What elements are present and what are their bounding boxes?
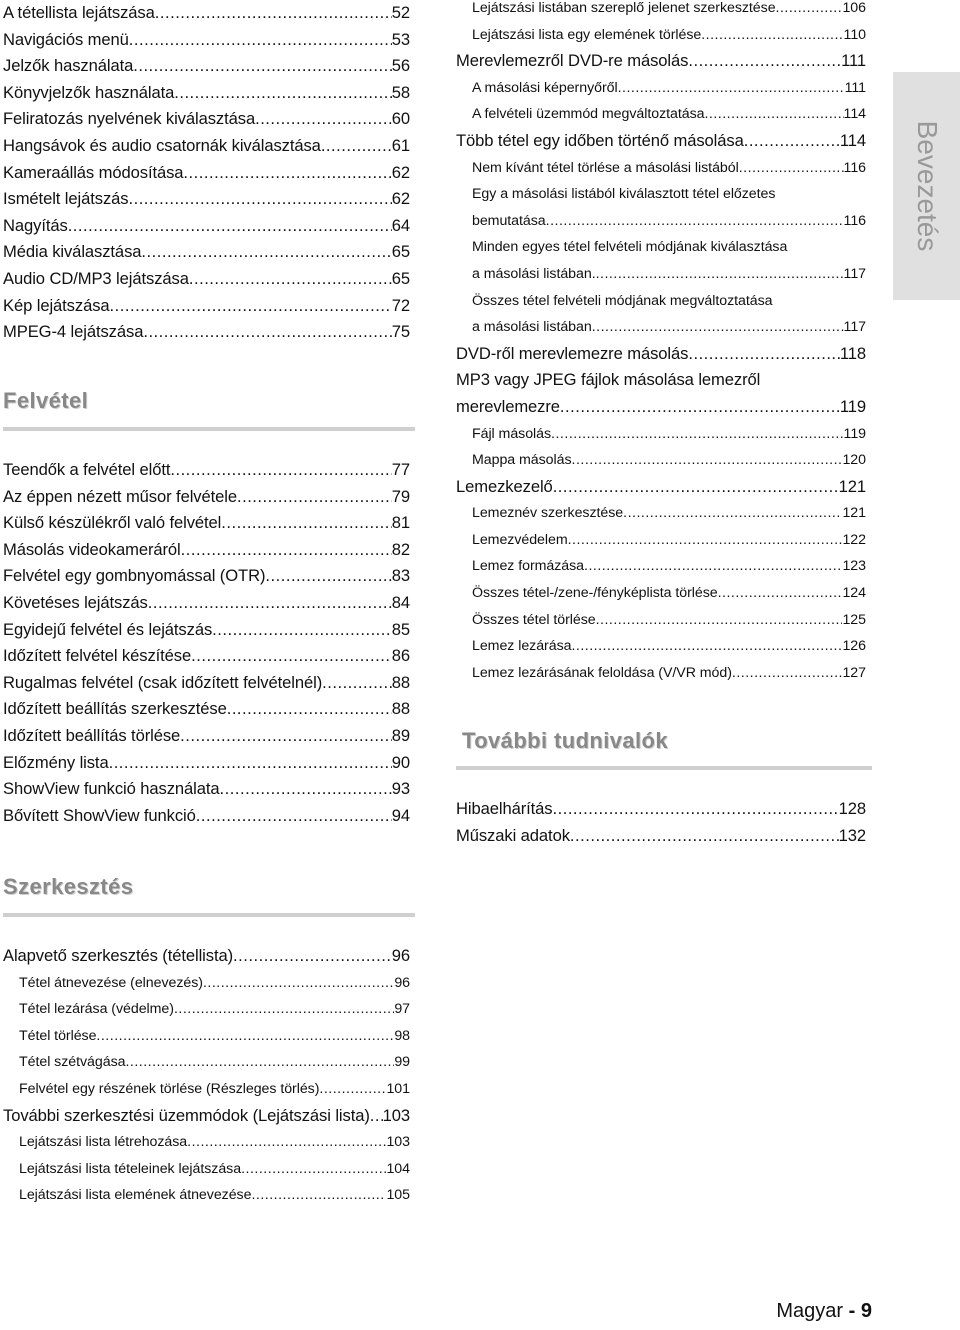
toc-entry [3,457,410,484]
toc-entry-label: További szerkesztési üzemmódok (Lejátszási lista) [3,1105,370,1125]
toc-leader-dots [718,580,843,607]
toc-entry-label: Lemez lezárása [472,638,572,655]
toc-leader-dots [732,660,843,687]
toc-entry [3,1156,410,1183]
toc-entry-label: Az éppen nézett műsor felvétele [3,486,237,506]
toc-leader-dots [321,133,392,160]
toc-entry-label: Időzített felvétel készítése [3,646,192,666]
toc-leader-dots [183,160,391,187]
toc-entry [456,48,866,75]
toc-entry-page: 116 [843,212,866,229]
toc-entry-page: 88 [391,672,410,692]
toc-leader-dots [191,643,392,670]
toc-entry-page: 123 [842,558,866,575]
toc-leader-dots [220,776,392,803]
toc-entry-page: 77 [391,460,410,479]
toc-entry [3,27,410,54]
toc-entry-page: 127 [842,664,866,681]
footer-separator: - [848,1300,856,1322]
toc-entry [456,580,866,607]
toc-entry-label: Lejátszási listában szereplő jelenet szerkesztése [472,0,776,16]
toc-entry [3,590,410,617]
toc-leader-dots [776,0,843,22]
toc-entry-page: 103 [382,1105,410,1125]
section-title-szerkesztes: Szerkesztés [3,874,134,899]
toc-group-copy [456,0,866,686]
toc-entry [3,1049,410,1076]
toc-entry-page: 56 [391,56,410,76]
toc-entry [3,239,410,266]
toc-entry-label: Hangsávok és audio csatornák kiválasztása [3,135,321,155]
toc-entry-page: 82 [391,539,410,559]
section-title-tovabbi: További tudnivalók [462,728,669,753]
chapter-side-tab [893,72,960,300]
toc-entry-page: 121 [842,505,866,522]
toc-leader-dots [623,500,842,527]
toc-entry-page: 122 [842,531,866,548]
toc-entry-label: Tétel átnevezése (elnevezés) [19,974,203,991]
toc-entry-page: 62 [391,189,410,209]
toc-leader-dots [251,1182,386,1209]
toc-entry-page: 93 [391,779,410,799]
toc-leader-dots [155,0,392,27]
toc-leader-dots [221,510,391,537]
toc-leader-dots [203,970,394,997]
toc-entry [456,447,866,474]
toc-entry-label: Ismételt lejátszás [3,189,129,209]
toc-entry-label: Bővített ShowView funkció [3,805,196,825]
toc-entry [3,803,410,830]
toc-leader-dots [109,750,392,777]
toc-entry-page: 98 [394,1027,410,1044]
toc-entry-page: 89 [391,725,410,745]
toc-entry-label: Jelzők használata [3,56,134,76]
toc-entry-label: Másolás videokameráról [3,539,181,559]
toc-leader-dots [133,53,392,80]
toc-group-felvetel [3,457,410,829]
toc-leader-dots [174,80,392,107]
toc-entry-page: 88 [391,699,410,719]
toc-leader-dots [744,128,840,155]
toc-entry-label: MP3 vagy JPEG fájlok másolása lemezről [456,370,761,390]
toc-leader-dots [174,996,394,1023]
toc-entry-page: 103 [386,1134,410,1151]
toc-entry-label: Nem kívánt tétel törlése a másolási listából [472,159,739,176]
toc-entry [3,53,410,80]
toc-entry-page: 90 [391,752,410,772]
toc-entry [3,1129,410,1156]
toc-entry-label: Előzmény lista [3,752,109,772]
toc-leader-dots [265,563,391,590]
toc-leader-dots [688,341,840,368]
toc-entry-page: 72 [391,295,410,315]
toc-entry-page: 52 [391,3,410,22]
toc-leader-dots [560,394,840,421]
chapter-side-tab-label: Bevezetés [911,120,943,252]
toc-leader-dots [125,1049,394,1076]
toc-entry [3,1182,410,1209]
toc-leader-dots [170,457,391,484]
toc-entry [3,0,410,27]
toc-entry [3,537,410,564]
toc-leader-dots [370,1103,383,1130]
toc-entry [456,75,866,102]
toc-entry [3,1076,410,1103]
toc-leader-dots [319,1076,386,1103]
toc-entry [3,133,410,160]
toc-entry [456,367,866,394]
toc-entry [456,101,866,128]
toc-entry-label: Rugalmas felvétel (csak időzített felvételnél) [3,672,323,692]
toc-entry [3,996,410,1023]
section-title-felvetel: Felvétel [3,388,89,413]
toc-leader-dots [553,474,839,501]
toc-leader-dots [701,22,843,49]
section-rule [3,427,415,431]
toc-entry-page: 121 [838,476,866,496]
toc-entry [3,293,410,320]
toc-leader-dots [571,633,842,660]
toc-entry-page: 58 [391,82,410,102]
toc-entry-page: 97 [394,1001,410,1018]
toc-entry [3,776,410,803]
toc-entry-page: 96 [394,974,410,991]
toc-entry [456,234,866,261]
page-footer [776,1300,872,1323]
toc-entry-label: Merevlemezről DVD-re másolás [456,51,689,71]
toc-entry-label: Műszaki adatok [456,825,570,845]
toc-entry-page: 125 [842,611,866,628]
toc-leader-dots [596,607,843,634]
toc-leader-dots [181,537,392,564]
toc-entry-label: Média kiválasztása [3,242,142,262]
footer-language: Magyar [776,1300,844,1322]
toc-entry [456,633,866,660]
toc-entry-label: Audio CD/MP3 lejátszása [3,268,189,288]
toc-entry-page: 104 [386,1160,410,1177]
toc-entry-page: 110 [843,26,866,43]
toc-leader-dots [704,101,843,128]
toc-entry-page: 124 [842,585,866,602]
toc-entry-page: 60 [391,109,410,129]
toc-entry-page: 118 [839,343,866,363]
toc-entry-page: 111 [844,79,866,96]
toc-entry-label: Mappa másolás [472,452,572,469]
toc-entry-label: Nagyítás [3,215,68,235]
toc-entry [456,421,866,448]
toc-entry-page: 84 [391,592,410,612]
toc-leader-dots [572,447,843,474]
toc-entry [3,670,410,697]
toc-entry [3,160,410,187]
toc-entry [456,500,866,527]
toc-entry-label: Lejátszási lista tételeinek lejátszása [19,1160,242,1177]
toc-leader-dots [110,293,392,320]
toc-entry [456,823,866,850]
toc-entry-label: A felvételi üzemmód megváltoztatása [472,106,705,123]
toc-entry [456,660,866,687]
toc-leader-dots [227,696,392,723]
toc-entry [456,474,866,501]
section-rule [456,766,872,770]
toc-entry-page: 119 [843,425,866,442]
toc-leader-dots [570,823,839,850]
toc-leader-dots [212,617,392,644]
toc-entry-page: 117 [843,319,866,336]
toc-entry-label: bemutatása [472,212,546,229]
toc-leader-dots [596,261,844,288]
toc-entry-page: 114 [843,106,866,123]
toc-leader-dots [189,266,392,293]
toc-entry-page: 96 [391,946,410,965]
toc-entry-page: 61 [391,135,410,155]
toc-entry-label: Lemeznév szerkesztése [472,505,624,522]
toc-entry [456,208,866,235]
toc-leader-dots [233,943,392,970]
toc-entry-page: 99 [394,1054,410,1071]
toc-entry-label: Követéses lejátszás [3,592,148,612]
toc-entry-page: 65 [391,268,410,288]
toc-entry-label: Könyvjelzők használata [3,82,175,102]
toc-entry [3,319,410,346]
toc-entry-label: Tétel szétvágása [19,1054,126,1071]
toc-entry [3,696,410,723]
toc-entry-label: Lejátszási lista elemének átnevezése [19,1187,252,1204]
toc-entry-label: Lejátszási lista létrehozása [19,1134,188,1151]
toc-entry-page: 65 [391,242,410,262]
toc-leader-dots [237,484,392,511]
toc-entry-label: Külső készülékről való felvétel [3,513,222,533]
toc-entry-page: 101 [386,1080,410,1097]
toc-entry [456,553,866,580]
toc-entry-label: Feliratozás nyelvének kiválasztása [3,109,256,129]
toc-entry [3,643,410,670]
toc-entry-label: Navigációs menü [3,29,129,49]
toc-entry [3,266,410,293]
toc-leader-dots [592,314,844,341]
toc-entry-label: Egyidejű felvétel és lejátszás [3,619,213,639]
toc-leader-dots [322,670,392,697]
toc-entry [456,0,866,22]
toc-entry-label: Teendők a felvétel előtt [3,460,171,479]
toc-leader-dots [688,48,841,75]
toc-entry-label: Tétel lezárása (védelme) [19,1001,174,1018]
toc-entry-label: Kameraállás módosítása [3,162,184,182]
toc-leader-dots [196,803,392,830]
toc-entry [3,1103,410,1130]
toc-entry [456,128,866,155]
toc-entry-label: Több tétel egy időben történő másolása [456,130,744,150]
toc-entry-page: 119 [839,396,866,416]
toc-entry-page: 64 [391,215,410,235]
toc-entry [456,261,866,288]
toc-entry [3,1023,410,1050]
toc-entry-label: Egy a másolási listából kiválasztott tétel előzetes [472,186,776,203]
toc-entry [3,484,410,511]
toc-entry [456,796,866,823]
toc-entry-page: 132 [838,825,866,845]
toc-entry [3,510,410,537]
toc-entry [3,750,410,777]
toc-leader-dots [187,1129,386,1156]
toc-entry-page: 120 [842,452,866,469]
toc-entry [456,155,866,182]
toc-entry-page: 106 [842,0,866,16]
toc-entry [3,80,410,107]
toc-leader-dots [128,186,391,213]
toc-entry [3,943,410,970]
toc-entry-label: Összes tétel törlése [472,611,596,628]
toc-entry-page: 53 [391,29,410,49]
toc-entry-label: Lemez lezárásának feloldása (V/VR mód) [472,664,732,681]
toc-entry-label: A másolási képernyőről [472,79,618,96]
toc-entry-label: Tétel törlése [19,1027,97,1044]
toc-entry [456,314,866,341]
toc-entry-label: Lemez formázása [472,558,585,575]
toc-entry-label: Lemezvédelem [472,531,568,548]
toc-entry [456,394,866,421]
toc-entry [3,106,410,133]
toc-leader-dots [584,553,842,580]
toc-entry-page: 111 [841,51,866,71]
toc-entry-page: 81 [391,513,410,533]
toc-leader-dots [96,1023,394,1050]
toc-entry-label: Időzített beállítás törlése [3,725,181,745]
toc-entry [3,970,410,997]
toc-entry-page: 126 [842,638,866,655]
toc-entry [3,563,410,590]
toc-entry-page: 116 [843,159,866,176]
toc-entry-label: Minden egyes tétel felvételi módjának kiválasztása [472,239,788,256]
toc-entry [456,288,866,315]
toc-entry-label: Összes tétel felvételi módjának megváltoztatása [472,292,773,309]
toc-entry [456,527,866,554]
toc-leader-dots [129,27,392,54]
toc-entry-page: 83 [391,566,410,586]
toc-entry [456,341,866,368]
section-rule [3,913,415,917]
toc-leader-dots [141,239,391,266]
toc-leader-dots [568,527,843,554]
toc-group-playback [3,0,410,346]
toc-entry-page: 86 [391,646,410,666]
toc-entry [456,181,866,208]
toc-entry-label: Fájl másolás [472,425,552,442]
toc-entry [456,22,866,49]
toc-entry-page: 75 [391,322,410,342]
toc-entry-page: 128 [838,799,866,818]
toc-entry-page: 85 [391,619,410,639]
toc-entry-label: Kép lejátszása [3,295,110,315]
toc-entry-label: A tétellista lejátszása [3,3,155,22]
toc-leader-dots [552,796,838,823]
toc-leader-dots [551,421,843,448]
toc-entry-label: MPEG-4 lejátszása [3,322,144,342]
toc-entry-label: ShowView funkció használata [3,779,220,799]
toc-entry [3,186,410,213]
toc-leader-dots [68,213,392,240]
toc-entry-label: a másolási listában [472,319,592,336]
toc-entry-page: 105 [386,1187,410,1204]
toc-entry-label: Felvétel egy részének törlése (Részleges törlés) [19,1080,320,1097]
toc-entry-label: Lemezkezelő [456,476,553,496]
toc-leader-dots [143,319,391,346]
toc-entry-page: 117 [843,265,866,282]
toc-entry [3,723,410,750]
toc-entry [456,607,866,634]
footer-page-number: 9 [860,1300,872,1322]
toc-entry-page: 62 [391,162,410,182]
toc-leader-dots [739,155,844,182]
toc-leader-dots [255,106,392,133]
toc-entry-label: Időzített beállítás szerkesztése [3,699,227,719]
toc-entry-page: 114 [839,130,866,150]
toc-entry-page: 94 [391,805,410,825]
toc-group-tovabbi [456,796,866,849]
toc-entry-label: a másolási listában. [472,265,596,282]
toc-entry-label: Alapvető szerkesztés (tétellista) [3,946,234,965]
toc-entry [3,617,410,644]
toc-entry [3,213,410,240]
toc-leader-dots [180,723,392,750]
toc-group-szerkesztes [3,943,410,1209]
toc-entry-label: merevlemezre [456,396,560,416]
toc-entry-label: DVD-ről merevlemezre másolás [456,343,689,363]
toc-entry-label: Hibaelhárítás [456,799,553,818]
toc-entry-page: 79 [391,486,410,506]
toc-leader-dots [618,75,845,102]
toc-leader-dots [546,208,844,235]
toc-entry-label: Összes tétel-/zene-/fényképlista törlése [472,585,718,602]
toc-entry-label: Lejátszási lista egy elemének törlése [472,26,702,43]
toc-leader-dots [148,590,392,617]
toc-entry-label: Felvétel egy gombnyomással (OTR) [3,566,266,586]
toc-leader-dots [241,1156,386,1183]
